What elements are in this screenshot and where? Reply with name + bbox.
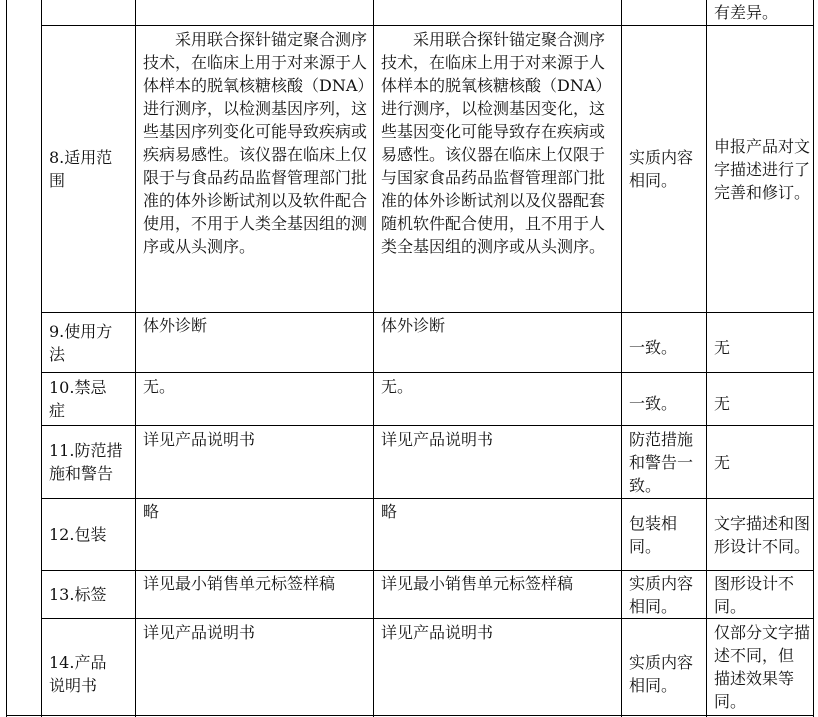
same-cell: 防范措施和警告一致。 xyxy=(629,429,694,495)
diff-cell: 文字描述和图形设计不同。 xyxy=(714,513,811,556)
item-cell: 13.标签 xyxy=(49,585,107,604)
declared-cell: 详见最小销售单元标签样稿 xyxy=(143,574,336,593)
declared-cell: 体外诊断 xyxy=(143,316,208,335)
diff-cell: 有差异。 xyxy=(714,3,779,22)
diff-cell: 仅部分文字描述不同，但 描述效果等同。 xyxy=(714,623,811,711)
grid-line xyxy=(41,0,42,717)
diff-cell: 申报产品对文字描述进行了完善和修订。 xyxy=(714,136,811,202)
same-cell: 实质内容相同。 xyxy=(629,653,694,695)
grid-line xyxy=(6,0,7,717)
item-cell: 9.使用方法 xyxy=(49,321,113,364)
diff-cell: 无 xyxy=(714,452,731,472)
compared-cell: 无。 xyxy=(381,377,414,396)
item-cell: 12.包装 xyxy=(49,525,107,544)
item-cell: 14.产品说明书 xyxy=(49,653,107,695)
compared-cell: 采用联合探针锚定聚合测序技术，在临床上用于对来源于人体样本的脱氧核糖核酸（DNA）进行测序，以检测基因变化，这些基因变化可能导致存在疾病或易感性。该仪器在临床上仅限于与国家食品药品监督管理部门批准的体外诊断试剂以及仪器配套随机软件配合使用，且不用于人类全基因组的测序或从头测序。 xyxy=(381,30,612,256)
diff-cell: 无 xyxy=(714,338,731,357)
compared-cell: 详见最小销售单元标签样稿 xyxy=(381,574,574,593)
declared-cell: 采用联合探针锚定聚合测序技术，在临床上用于对来源于人体样本的脱氧核糖核酸（DNA）进行测序，以检测基因序列，这些基因序列变化可能导致疾病或疾病易感性。该仪器在临床上仅限于与食品药品监督管理部门批准的体外诊断试剂以及软件配合使用，不用于人类全基因组的测序或从头测序。 xyxy=(143,30,368,256)
declared-cell: 详见产品说明书 xyxy=(143,430,256,449)
compared-cell: 详见产品说明书 xyxy=(381,623,494,642)
grid-line xyxy=(813,0,814,717)
grid-line xyxy=(135,0,136,717)
same-cell: 一致。 xyxy=(629,393,678,413)
declared-cell: 详见产品说明书 xyxy=(143,623,256,642)
item-cell: 11.防范措施和警告 xyxy=(49,441,123,483)
grid-line xyxy=(621,0,622,717)
compared-cell: 体外诊断 xyxy=(381,316,446,335)
grid-line xyxy=(706,0,707,717)
declared-cell: 无。 xyxy=(143,377,176,396)
declared-cell: 略 xyxy=(143,502,160,521)
diff-cell: 图形设计不同。 xyxy=(714,573,795,616)
item-cell: 10.禁忌症 xyxy=(49,378,107,420)
same-cell: 包装相同。 xyxy=(629,513,678,556)
diff-cell: 无 xyxy=(714,393,731,413)
compared-cell: 略 xyxy=(381,502,398,521)
same-cell: 实质内容相同。 xyxy=(629,573,694,616)
item-cell: 8.适用范围 xyxy=(49,148,113,190)
grid-line xyxy=(6,715,814,716)
compared-cell: 详见产品说明书 xyxy=(381,430,494,449)
same-cell: 实质内容相同。 xyxy=(629,148,694,190)
grid-line xyxy=(373,0,374,717)
same-cell: 一致。 xyxy=(629,338,678,357)
